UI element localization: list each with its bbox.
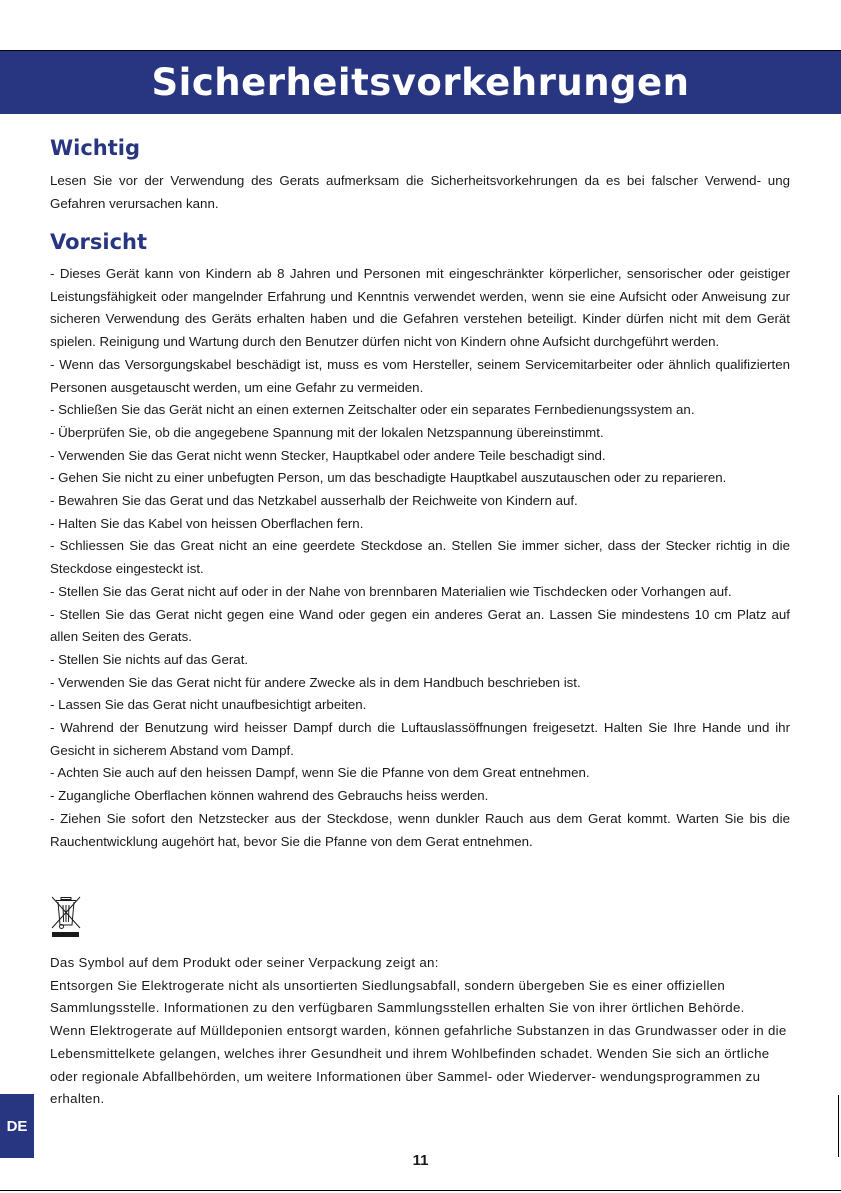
page-title: Sicherheitsvorkehrungen <box>151 61 690 104</box>
caution-item: - Achten Sie auch auf den heissen Dampf, wenn Sie die Pfanne von dem Great entnehmen. <box>50 765 590 781</box>
title-banner <box>0 51 841 114</box>
important-paragraph <box>50 170 790 215</box>
disposal-notice <box>50 952 790 1111</box>
caution-item: - Ziehen Sie sofort den Netzstecker aus der Steckdose, wenn dunkler Rauch aus dem Gerat kommt. Warten Sie bis die Rauchentwicklung augehört hat, bevor Sie die Pfanne von dem Gerat entnehmen. <box>50 810 790 849</box>
page-number: 11 <box>412 1152 429 1169</box>
caution-item: - Wenn das Versorgungskabel beschädigt ist, muss es vom Hersteller, seinem Servicemitarbeiter oder ähnlich qualifizierten Personen ausgetauscht werden, um eine Gefahr zu vermeiden. <box>50 356 790 395</box>
important-text: Lesen Sie vor der Verwendung des Gerats aufmerksam die Sicherheitsvorkehrungen da es bei falscher Verwend- ung Gefahren verursachen kann. <box>50 173 790 211</box>
caution-item: - Stellen Sie das Gerat nicht auf oder in der Nahe von brennbaren Materialien wie Tischdecken oder Vorhangen auf. <box>50 583 732 599</box>
caution-item: - Bewahren Sie das Gerat und das Netzkabel ausserhalb der Reichweite von Kindern auf. <box>50 493 578 509</box>
caution-item: - Stellen Sie nichts auf das Gerat. <box>50 651 249 667</box>
caution-item: - Schließen Sie das Gerät nicht an einen externen Zeitschalter oder ein separates Fernbedienungssystem an. <box>50 402 695 418</box>
caution-item: - Verwenden Sie das Gerat nicht wenn Stecker, Hauptkabel oder andere Teile beschadigt sind. <box>50 447 606 463</box>
caution-item: - Dieses Gerät kann von Kindern ab 8 Jahren und Personen mit eingeschränkter körperlicher, sensorischer oder geistiger Leistungsfähigkeit oder mangelnder Erfahrung und Kenntnis verwendet werden, wenn sie eine Aufsicht oder Anweisung zur sicheren Verwendung des Geräts erhalten haben und die Gefahren verstehen beteiligt. Kinder dürfen nicht mit dem Gerät spielen. Reinigung und Wartung durch den Benutzer dürfen nicht von Kindern ohne Aufsicht durchgeführt werden. <box>50 266 790 350</box>
caution-item: - Stellen Sie das Gerat nicht gegen eine Wand oder gegen ein anderes Gerat an. Lassen Sie mindestens 10 cm Platz auf allen Seiten des Gerats. <box>50 606 790 645</box>
disposal-line: Wenn Elektrogerate auf Mülldeponien entsorgt warden, können gefahrliche Substanzen in das Grundwasser oder in die Lebensmittelkete gelangen, welches ihrer Gesundheit und ihrem Wohlbefinden schadet. Wenden Sie sich an örtliche oder regionale Abfallbehörden, um weitere Informationen über Sammel- oder Wiederver- wendungsprogrammen zu erhalten. <box>50 1023 787 1107</box>
important-heading: Wichtig <box>50 136 141 160</box>
caution-item: - Überprüfen Sie, ob die angegebene Spannung mit der lokalen Netzspannung übereinstimmt. <box>50 424 604 440</box>
caution-item: - Zugangliche Oberflachen können wahrend des Gebrauchs heiss werden. <box>50 788 489 804</box>
caution-heading: Vorsicht <box>50 230 148 254</box>
crossed-out-wheelie-bin-icon <box>50 896 82 938</box>
bottom-rule <box>0 1190 841 1191</box>
disposal-line: Das Symbol auf dem Produkt oder seiner Verpackung zeigt an: <box>50 955 439 970</box>
caution-item: - Schliessen Sie das Great nicht an eine geerdete Steckdose an. Stellen Sie immer sicher, dass der Stecker richtig in die Steckdose eingesteckt ist. <box>50 538 790 577</box>
caution-item: - Lassen Sie das Gerat nicht unaufbesichtigt arbeiten. <box>50 697 367 713</box>
caution-item: - Halten Sie das Kabel von heissen Oberflachen fern. <box>50 515 364 531</box>
caution-item: - Verwenden Sie das Gerat nicht für andere Zwecke als in dem Handbuch beschrieben ist. <box>50 674 581 690</box>
disposal-line: Entsorgen Sie Elektrogerate nicht als unsortierten Siedlungsabfall, sondern übergeben Sie es einer offiziellen Sammlungsstelle. Informationen zu den verfügbaren Sammlungsstellen erhalten Sie von ihrer örtlichen Behörde. <box>50 977 745 1016</box>
caution-item: - Wahrend der Benutzung wird heisser Dampf durch die Luftauslassöffnungen freigesetzt. Halten Sie Ihre Hande und ihr Gesicht in sicherem Abstand vom Dampf. <box>50 720 790 758</box>
right-edge-rule <box>838 1095 839 1157</box>
language-tab: DE <box>0 1094 34 1158</box>
caution-list <box>50 263 790 853</box>
caution-item: - Gehen Sie nicht zu einer unbefugten Person, um das beschadigte Hauptkabel auszutauschen oder zu reparieren. <box>50 470 727 486</box>
